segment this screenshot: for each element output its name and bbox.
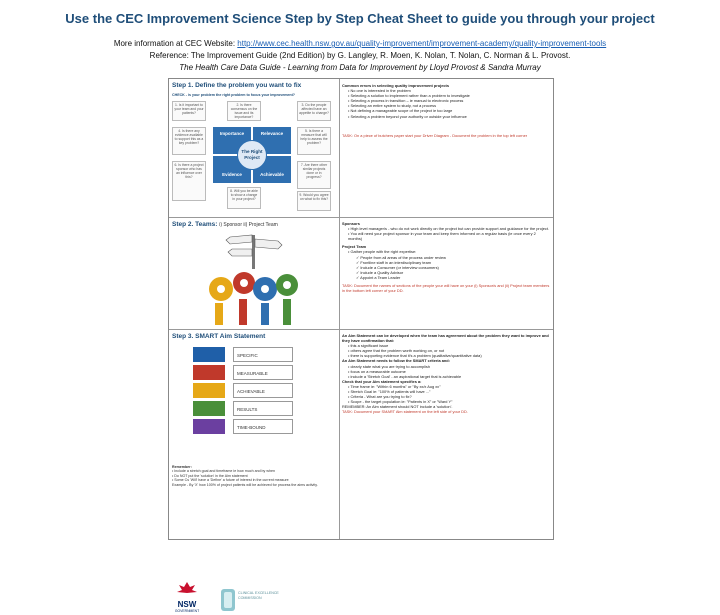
remember-title: Remember: <box>172 465 192 469</box>
nsw-logo-subtext: GOVERNMENT <box>174 609 200 613</box>
reference-line-2: The Health Care Data Guide - Learning from Data for Improvement by Lloyd Provost & Sandra Murray <box>179 63 541 72</box>
step3-task: TASK: Document your SMART Aim statement on the left side of your DD. <box>342 409 468 415</box>
check-point: • Time frame ie: "Within 6 months" or "By xx/x Aug xx" <box>348 383 441 389</box>
signpost-illustration <box>224 231 284 269</box>
step2-task: TASK: Document the names of sections of the people your will have on your (i) Sponsor/s and (ii) Project team members in the bottom left corner of your DD. <box>342 283 550 294</box>
smart-list <box>189 347 309 437</box>
cec-emblem-icon <box>221 589 235 611</box>
criteria-box-5: 5. Is there a measure that will help to assess the problem? <box>297 127 331 155</box>
team-point: ✓ Appoint a Team Leader <box>356 274 401 280</box>
criteria-intro: An Aim Statement needs to follow the SMART criteria and: <box>342 358 450 364</box>
check-point: • Criteria - What are you trying to fix? <box>348 394 412 400</box>
criteria-box-3: 3. Do the people affected have an appetite to change? <box>297 101 331 121</box>
error-item: • No one is interested in the problem <box>348 88 411 94</box>
nsw-logo-text: NSW <box>177 600 197 609</box>
smart-label-results: RESULTS <box>233 401 293 416</box>
criteria-box-8: 8. Will you be able to show a change in your project? <box>227 187 261 209</box>
cec-logo-text: CLINICAL EXCELLENCE COMMISSION <box>238 591 279 600</box>
team-point: ✓ Include a Consumer (or interview consumers) <box>356 264 439 270</box>
team-point: ✓ Include a Quality Advisor <box>356 269 404 275</box>
website-link[interactable]: http://www.cec.health.nsw.gov.au/quality-improvement/improvement-academy/quality-improvement-tools <box>237 39 607 48</box>
aim-intro: An Aim Statement can be developed when the team has agreement about the problem they want to improve and they have confirmation that: <box>342 333 549 344</box>
criteria-point: • focus on a measurable outcome <box>348 368 406 374</box>
team-intro: • Gather people with the right expertise: <box>348 249 417 255</box>
smart-color-specific <box>193 347 225 362</box>
error-item: • Selecting a problem beyond your authority or outside your influence <box>348 113 467 119</box>
section-divider-1 <box>169 217 553 218</box>
criteria-box-7: 7. Are there other similar projects done or in progress? <box>297 161 331 189</box>
cec-logo <box>221 587 281 615</box>
waratah-icon <box>172 581 202 595</box>
step2-title: Step 2. Teams: i) Sponsor ii) Project Team <box>172 221 278 228</box>
step2-details <box>342 221 550 293</box>
step1-check: CHECK - is your problem the right problem to focus your improvement? <box>172 93 295 97</box>
criteria-point: • clearly state what you are trying to accomplish <box>348 363 431 369</box>
quadrant-importance: Importance <box>213 127 251 154</box>
aim-point: • this a significant issue <box>348 343 389 349</box>
smart-color-achievable <box>193 383 225 398</box>
quadrant-relevance: Relevance <box>253 127 291 154</box>
smart-label-specific: SPECIFIC <box>233 347 293 362</box>
criteria-box-9: 9. Would you agree on what to fix this? <box>297 191 331 211</box>
step3-details <box>342 333 550 415</box>
smart-label-achievable: ACHIEVABLE <box>233 383 293 398</box>
criteria-box-2: 2. Is there consensus on the issue and its importance? <box>227 101 261 121</box>
sponsor-point: • You will need your project sponsor in your team and keep them informed on a regular basis (ie once every 2 months) <box>348 231 536 242</box>
remember-notes <box>172 465 332 487</box>
remember-point: Example - By 'X' how 100% of project patients will be achieved for process the aims activity. <box>172 482 318 487</box>
sponsor-point: • High level manager/s - who do not work directly on the project but can provide support and guidance for the project. <box>348 226 549 232</box>
criteria-box-1: 1. Is it important to your team and your patients? <box>172 101 206 121</box>
quadrant-achievable: Achievable <box>253 156 291 183</box>
team-title: Project Team <box>342 244 367 250</box>
team-point: ✓ People from all areas of the process under review <box>356 254 446 260</box>
aim-point: • others agree that the problem worth working on, or not <box>348 348 445 354</box>
step3-title: Step 3. SMART Aim Statement <box>172 333 266 340</box>
check-point: • Scope - the target population ie: "Patients in X" or "Ward Y" <box>348 399 453 405</box>
error-item: • Not defining a manageable scope of the project ie too large <box>348 108 453 114</box>
step1-errors <box>342 83 550 138</box>
criteria-box-6: 6. Is there a project sponsor who has an influence over this? <box>172 161 206 201</box>
remember-point: • Include a stretch goal and timeframe ie how much and by when <box>172 469 275 474</box>
page-title: Use the CEC Improvement Science Step by Step Cheat Sheet to guide you through your project <box>65 11 655 26</box>
errors-title: Common errors in selecting quality improvement projects <box>342 83 450 88</box>
smart-label-time-bound: TIME-BOUND <box>233 419 293 434</box>
nsw-government-logo <box>172 581 202 615</box>
error-item: • Selecting a solution to implement rather than a problem to investigate <box>348 93 470 99</box>
column-divider <box>339 79 340 539</box>
remember-point: • Some Cs 'Will' have a 'Define' a future of interest in the current measure <box>172 478 289 483</box>
smart-color-time-bound <box>193 419 225 434</box>
website-label: More information at CEC Website: <box>113 39 236 48</box>
step1-title: Step 1. Define the problem you want to fix <box>172 82 302 89</box>
center-circle: The Right Project <box>237 140 267 170</box>
references <box>0 38 720 74</box>
check-point: • Stretch Goal ie: "100% of patients will have ..." <box>348 389 431 395</box>
sponsors-title: Sponsors <box>342 221 360 226</box>
reference-line-1: Reference: The Improvement Guide (2nd Edition) by G. Langley, R. Moen, K. Nolan, T. Nolan, C. Norman & L. Provost. <box>149 51 571 60</box>
check-intro: Check that your Aim statement specifies a: <box>342 378 422 384</box>
aim-point: • there is supporting evidence that it's a problem (qualitative/quantitative data) <box>348 353 482 359</box>
criteria-point: • include a 'Stretch Goal' - an aspirational target that is achievable <box>348 373 462 379</box>
smart-color-measurable <box>193 365 225 380</box>
smart-color-results <box>193 401 225 416</box>
error-item: • Selecting a process in transition – ie manual to electronic process <box>348 98 464 104</box>
quadrant-evidence: Evidence <box>213 156 251 183</box>
website-line <box>0 38 720 50</box>
team-point: ✓ Frontline staff in an interdisciplinary team <box>356 259 431 265</box>
remember-point: • Do NOT put the 'solution' in the Aim statement <box>172 473 248 478</box>
smart-label-measurable: MEASURABLE <box>233 365 293 380</box>
step1-task: TASK: On a piece of butchers paper start your Driver Diagram - Document the problem in the top left corner <box>342 132 528 138</box>
aim-reminder: REMEMBER: An Aim statement should NOT include a 'solution'. <box>342 404 453 410</box>
right-project-diagram <box>213 127 291 183</box>
section-divider-2 <box>169 329 553 330</box>
cheat-sheet <box>168 78 554 613</box>
criteria-box-4: 4. Is there any evidence available to support this as a key problem? <box>172 127 206 155</box>
teamwork-gears-illustration <box>199 269 309 327</box>
error-item: • Selecting an entire system to study, not a process <box>348 103 437 109</box>
